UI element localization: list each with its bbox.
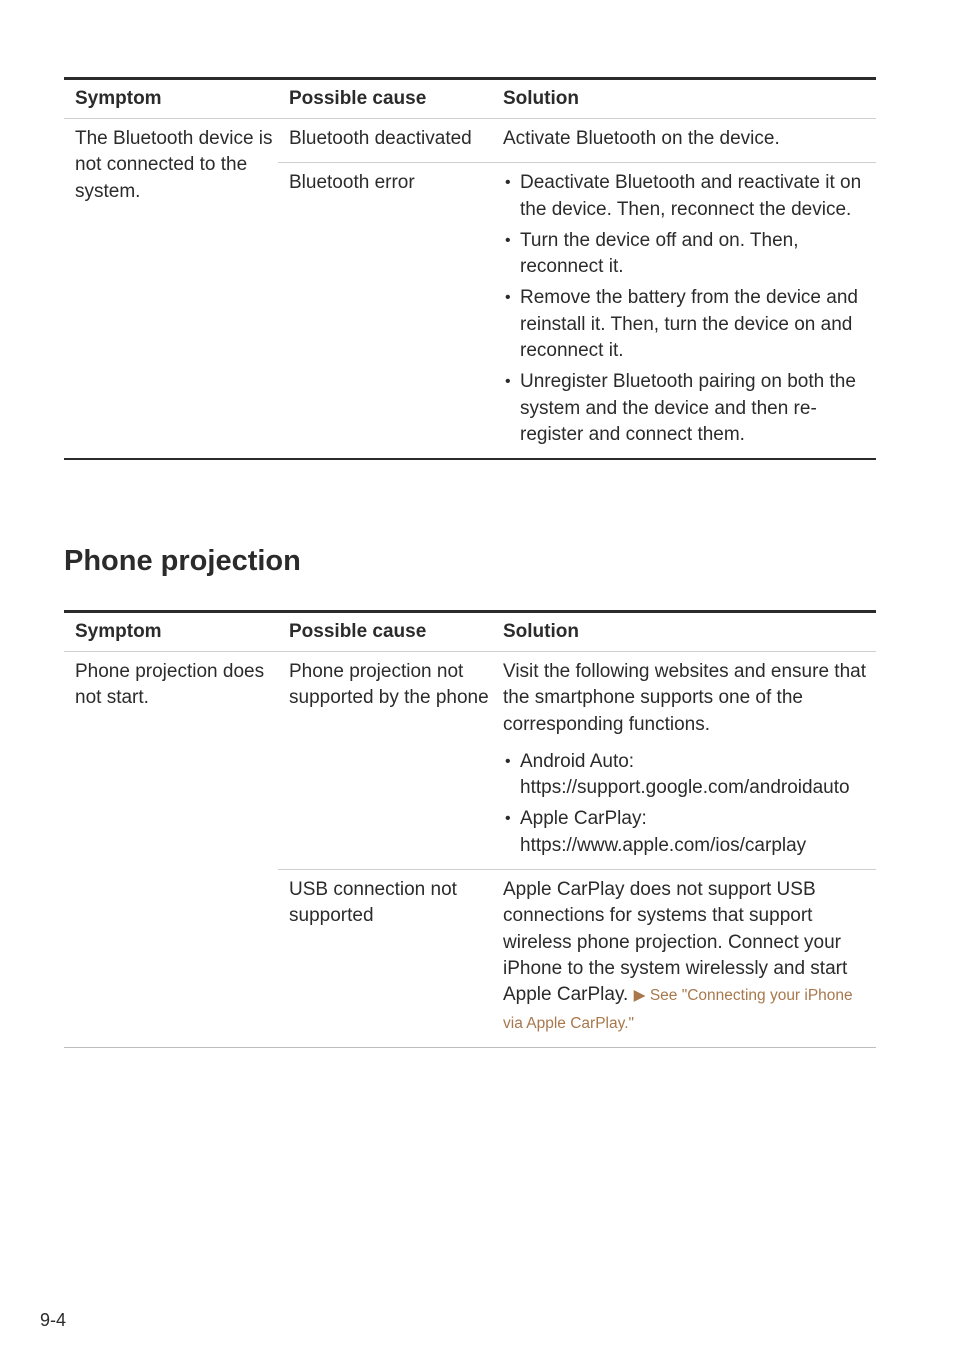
solution-cell [492, 163, 876, 458]
table-subrow [278, 119, 876, 163]
list-item: • Apple CarPlay: https://www.apple.com/ios/carplay [503, 806, 876, 859]
solution-list [503, 170, 876, 448]
table-header [64, 610, 876, 652]
solution-intro: Visit the following websites and ensure that the smartphone supports one of the corresponding functions. [503, 661, 866, 735]
header-possible-cause: Possible cause [289, 621, 427, 642]
cause-cell: Bluetooth deactivated [289, 128, 472, 149]
header-solution: Solution [503, 621, 579, 642]
bluetooth-troubleshooting-table [64, 77, 876, 460]
solution-cell [492, 870, 876, 1047]
list-item: • Unregister Bluetooth pairing on both the system and the device and then re-register and connect them. [503, 369, 876, 448]
solution-cell: Activate Bluetooth on the device. [503, 128, 780, 149]
list-item: • Deactivate Bluetooth and reactivate it on the device. Then, reconnect the device. [503, 170, 876, 223]
section-title: Phone projection [64, 545, 301, 577]
page-number: 9-4 [40, 1310, 67, 1330]
list-item: • Android Auto: https://support.google.com/androidauto [503, 749, 876, 802]
table-header [64, 77, 876, 119]
solution-text: Apple CarPlay does not support USB connections for systems that support wireless phone projection. Connect your iPhone to the system wirelessly and start Apple CarPlay. [503, 879, 848, 1006]
cross-reference-link[interactable]: ▶ See "Connecting your iPhone via Apple CarPlay." [503, 987, 853, 1032]
symptom-cell: The Bluetooth device is not connected to the system. [75, 128, 273, 202]
header-symptom: Symptom [75, 88, 162, 109]
symptom-cell: Phone projection does not start. [75, 661, 265, 709]
table-row [64, 119, 876, 460]
list-item: • Turn the device off and on. Then, reconnect it. [503, 228, 876, 281]
table-subrow [278, 163, 876, 458]
list-item: • Remove the battery from the device and reinstall it. Then, turn the device on and reconnect it. [503, 285, 876, 364]
table-row [64, 652, 876, 1048]
cause-solution-group [278, 652, 876, 1047]
header-symptom: Symptom [75, 621, 162, 642]
header-solution: Solution [503, 88, 579, 109]
cause-solution-group [278, 119, 876, 458]
solution-cell [492, 652, 876, 869]
header-possible-cause: Possible cause [289, 88, 427, 109]
table-subrow [278, 870, 876, 1047]
cause-cell: USB connection not supported [289, 879, 457, 927]
table-subrow [278, 652, 876, 870]
solution-list [503, 749, 876, 859]
cause-cell: Phone projection not supported by the phone [289, 661, 489, 709]
phone-projection-troubleshooting-table [64, 610, 876, 1048]
cause-cell: Bluetooth error [289, 172, 415, 194]
